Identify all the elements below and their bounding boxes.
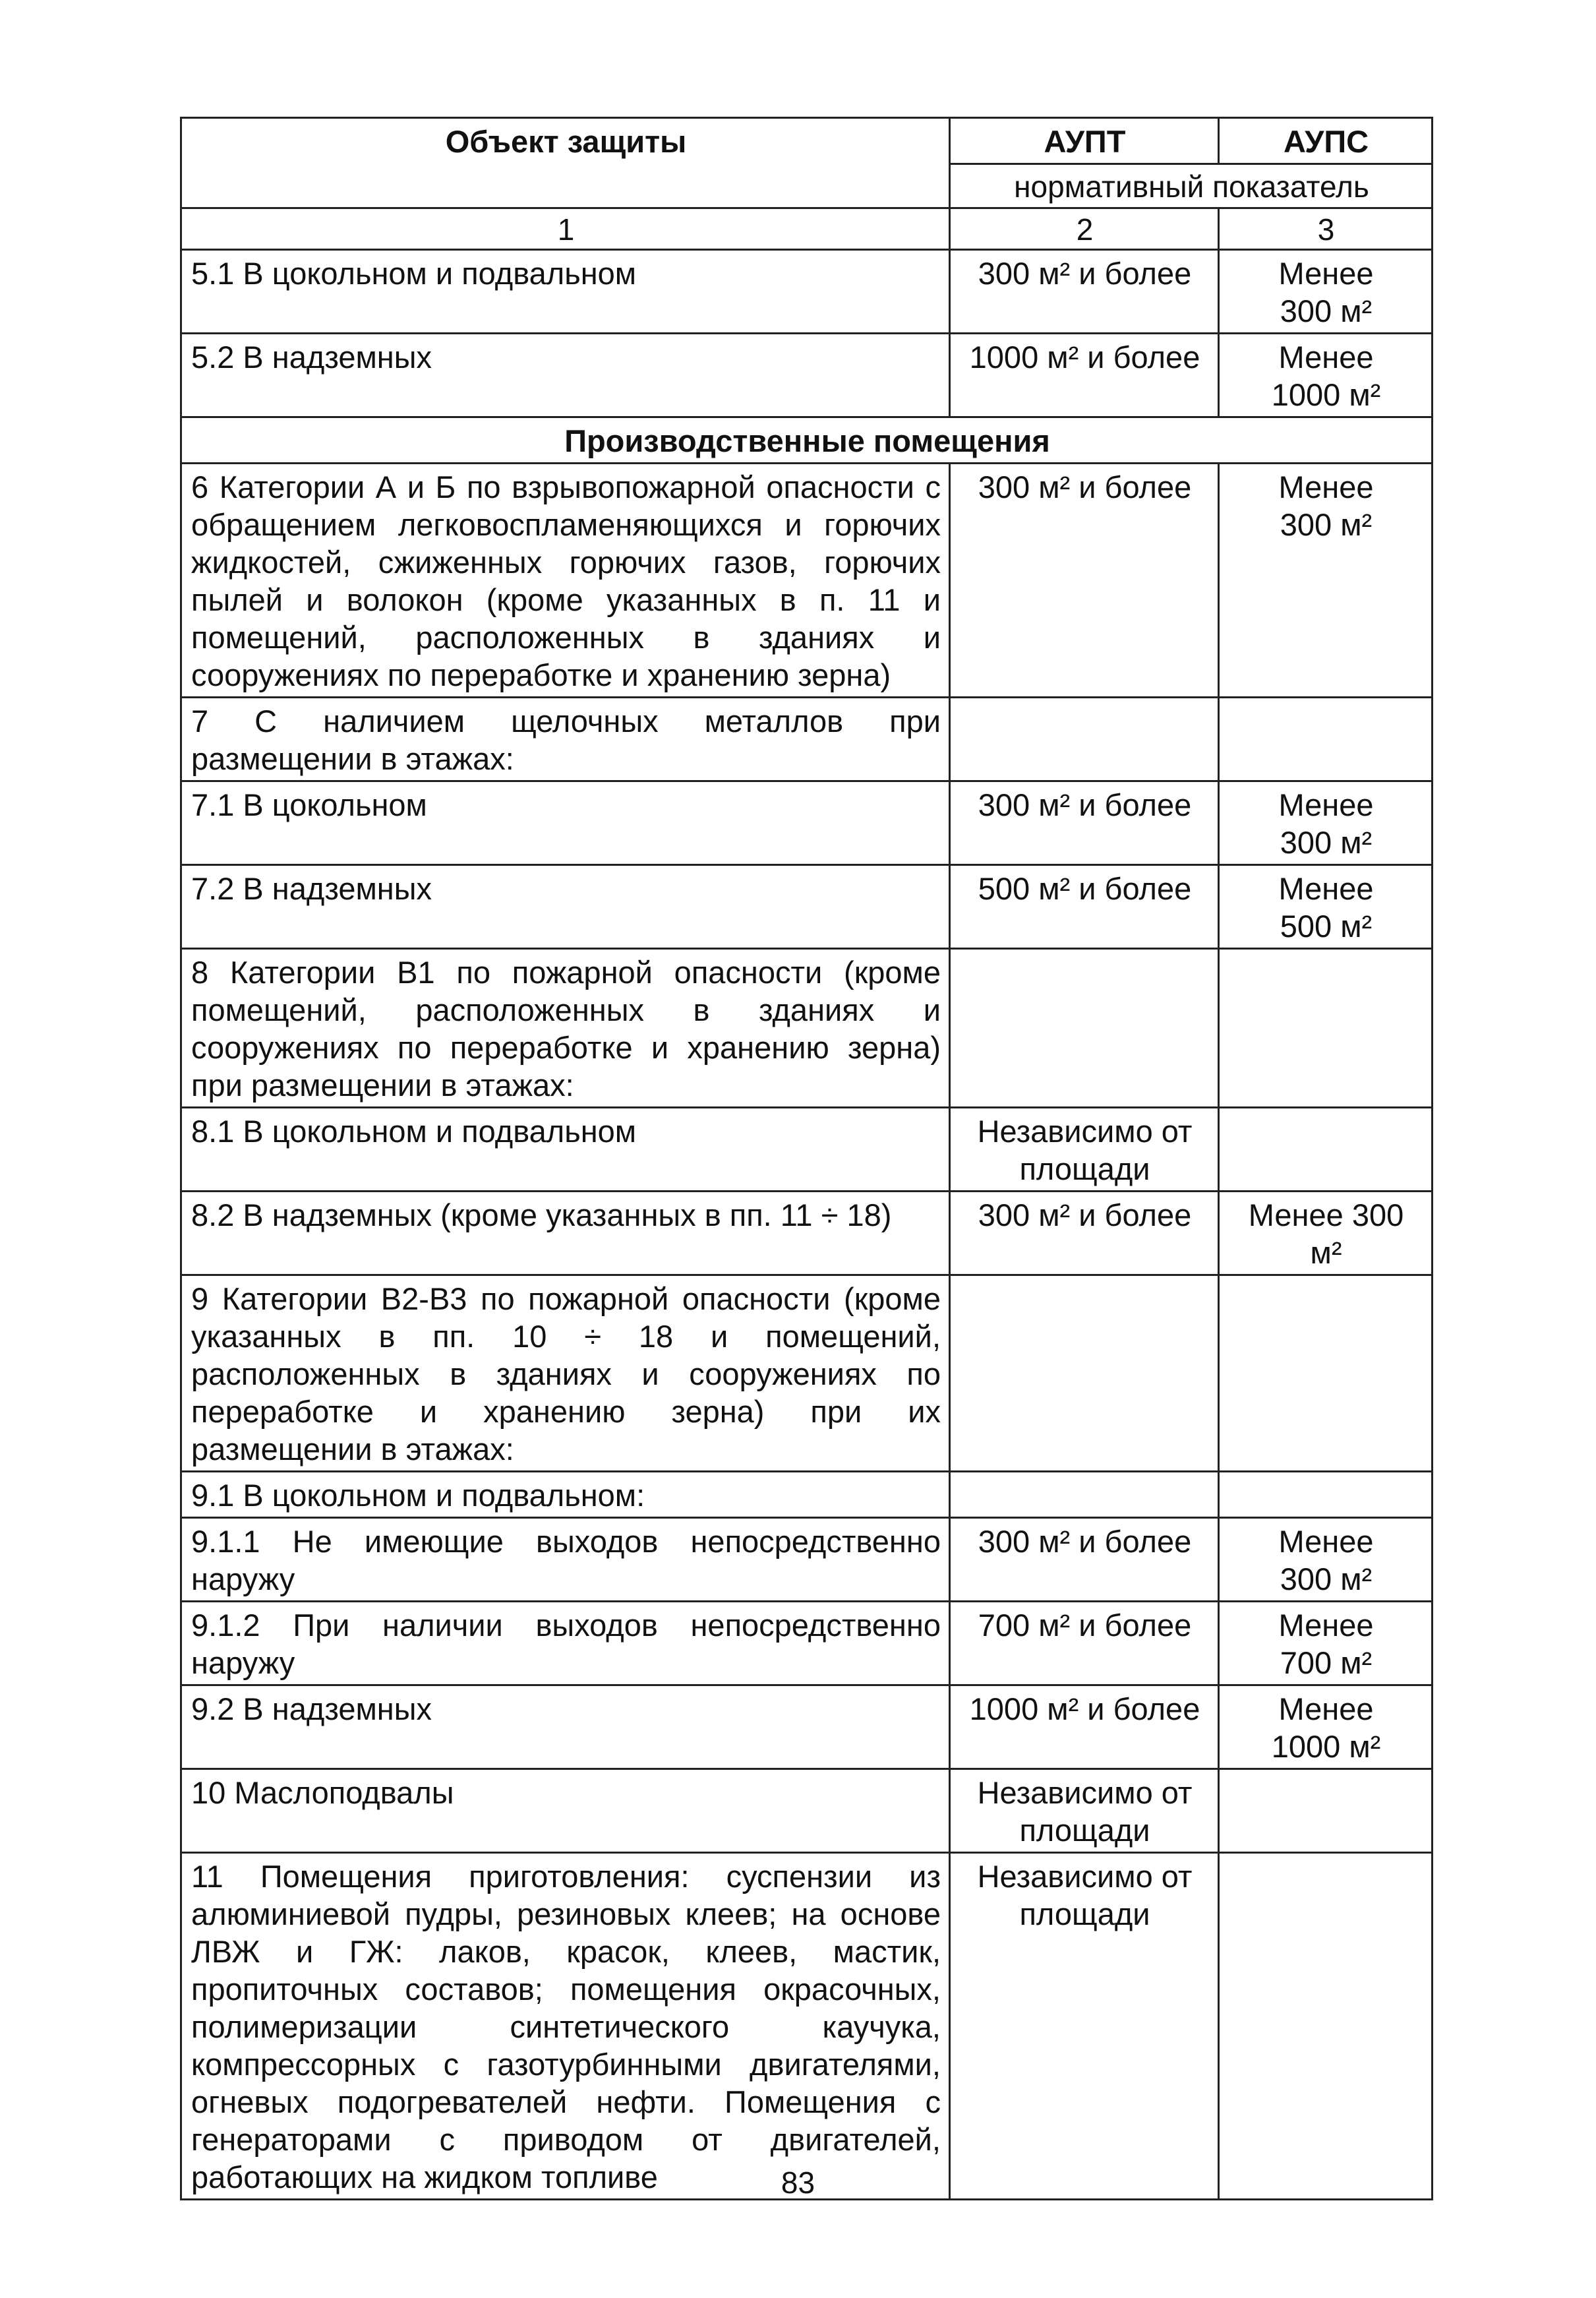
page-number: 83: [781, 2165, 815, 2200]
aupt-cell: Независимо от площади: [950, 1853, 1219, 2200]
aups-cell: [1219, 1108, 1433, 1192]
table-row: [181, 1108, 1433, 1192]
table-row: [181, 1769, 1433, 1853]
object-cell: 8.1 В цокольном и подвальном: [181, 1108, 950, 1192]
header-aupt: АУПТ: [950, 118, 1219, 164]
aups-cell: [1219, 1769, 1433, 1853]
column-number-2: 2: [950, 208, 1219, 250]
object-cell: 8 Категории В1 по пожарной опасности (кроме помещений, расположенных в зданиях и сооружениях по переработке и хранению зерна) при размещении в этажах:: [181, 949, 950, 1108]
object-cell: 9.1.1 Не имеющие выходов непосредственно наружу: [181, 1518, 950, 1602]
header-normative: нормативный показатель: [950, 164, 1433, 208]
fire-protection-table: [180, 117, 1433, 2200]
object-cell: 11 Помещения приготовления: суспензии из алюминиевой пудры, резиновых клеев; на основе ЛВЖ и ГЖ: лаков, красок, клеев, мастик, пропиточных составов; помещения окрасочных, полимеризации синтетического каучука, компрессорных с газотурбинными двигателями, огневых подогревателей нефти. Помещения с генераторами с приводом от двигателей, работающих на жидком топливе: [181, 1853, 950, 2200]
aups-cell: Менее 1000 м²: [1219, 334, 1433, 417]
aups-cell: Менее 300 м²: [1219, 1518, 1433, 1602]
aups-cell: Менее 700 м²: [1219, 1602, 1433, 1685]
aups-cell: Менее 300 м²: [1219, 250, 1433, 334]
aupt-cell: [950, 1472, 1219, 1518]
table-row: [181, 949, 1433, 1108]
aups-cell: [1219, 1275, 1433, 1472]
object-cell: 5.1 В цокольном и подвальном: [181, 250, 950, 334]
header-object: Объект защиты: [181, 118, 950, 208]
aupt-cell: Независимо от площади: [950, 1108, 1219, 1192]
aups-cell: Менее 300 м²: [1219, 1192, 1433, 1275]
aupt-cell: 1000 м² и более: [950, 334, 1219, 417]
aupt-cell: [950, 1275, 1219, 1472]
header-row: [181, 118, 1433, 164]
aupt-cell: [950, 949, 1219, 1108]
table-row: [181, 1275, 1433, 1472]
table-row: [181, 781, 1433, 865]
aups-cell: Менее 300 м²: [1219, 464, 1433, 698]
column-number-row: [181, 208, 1433, 250]
object-cell: 7.2 В надземных: [181, 865, 950, 949]
aupt-cell: 300 м² и более: [950, 1192, 1219, 1275]
table-row: [181, 334, 1433, 417]
object-cell: 9.2 В надземных: [181, 1685, 950, 1769]
aupt-cell: 300 м² и более: [950, 781, 1219, 865]
table-row: [181, 250, 1433, 334]
object-cell: 6 Категории А и Б по взрывопожарной опасности с обращением легковоспламеняющихся и горючих жидкостей, сжиженных горючих газов, горючих пылей и волокон (кроме указанных в п. 11 и помещений, расположенных в зданиях и сооружениях по переработке и хранению зерна): [181, 464, 950, 698]
table-row: [181, 464, 1433, 698]
aups-cell: Менее 1000 м²: [1219, 1685, 1433, 1769]
aups-cell: Менее 500 м²: [1219, 865, 1433, 949]
object-cell: 9.1.2 При наличии выходов непосредственно наружу: [181, 1602, 950, 1685]
column-number-1: 1: [181, 208, 950, 250]
aups-cell: [1219, 1472, 1433, 1518]
object-cell: 5.2 В надземных: [181, 334, 950, 417]
section-title: Производственные помещения: [181, 417, 1433, 464]
object-cell: 10 Маслоподвалы: [181, 1769, 950, 1853]
object-cell: 7 С наличием щелочных металлов при размещении в этажах:: [181, 698, 950, 781]
section-row: [181, 417, 1433, 464]
table-row: [181, 698, 1433, 781]
aups-cell: [1219, 949, 1433, 1108]
table-row: [181, 865, 1433, 949]
aups-cell: [1219, 1853, 1433, 2200]
table-row: [181, 1518, 1433, 1602]
table-row: [181, 1602, 1433, 1685]
aupt-cell: 700 м² и более: [950, 1602, 1219, 1685]
aupt-cell: [950, 698, 1219, 781]
table-row: [181, 1685, 1433, 1769]
object-cell: 9 Категории В2-В3 по пожарной опасности (кроме указанных в пп. 10 ÷ 18 и помещений, расположенных в зданиях и сооружениях по переработке и хранению зерна) при их размещении в этажах:: [181, 1275, 950, 1472]
aupt-cell: 500 м² и более: [950, 865, 1219, 949]
aupt-cell: Независимо от площади: [950, 1769, 1219, 1853]
aupt-cell: 300 м² и более: [950, 250, 1219, 334]
aupt-cell: 1000 м² и более: [950, 1685, 1219, 1769]
column-number-3: 3: [1219, 208, 1433, 250]
aups-cell: [1219, 698, 1433, 781]
table-row: [181, 1192, 1433, 1275]
aupt-cell: 300 м² и более: [950, 464, 1219, 698]
object-cell: 9.1 В цокольном и подвальном:: [181, 1472, 950, 1518]
aups-cell: Менее 300 м²: [1219, 781, 1433, 865]
table-row: [181, 1472, 1433, 1518]
header-aups: АУПС: [1219, 118, 1433, 164]
object-cell: 7.1 В цокольном: [181, 781, 950, 865]
table-row: [181, 1853, 1433, 2200]
object-cell: 8.2 В надземных (кроме указанных в пп. 11 ÷ 18): [181, 1192, 950, 1275]
aupt-cell: 300 м² и более: [950, 1518, 1219, 1602]
